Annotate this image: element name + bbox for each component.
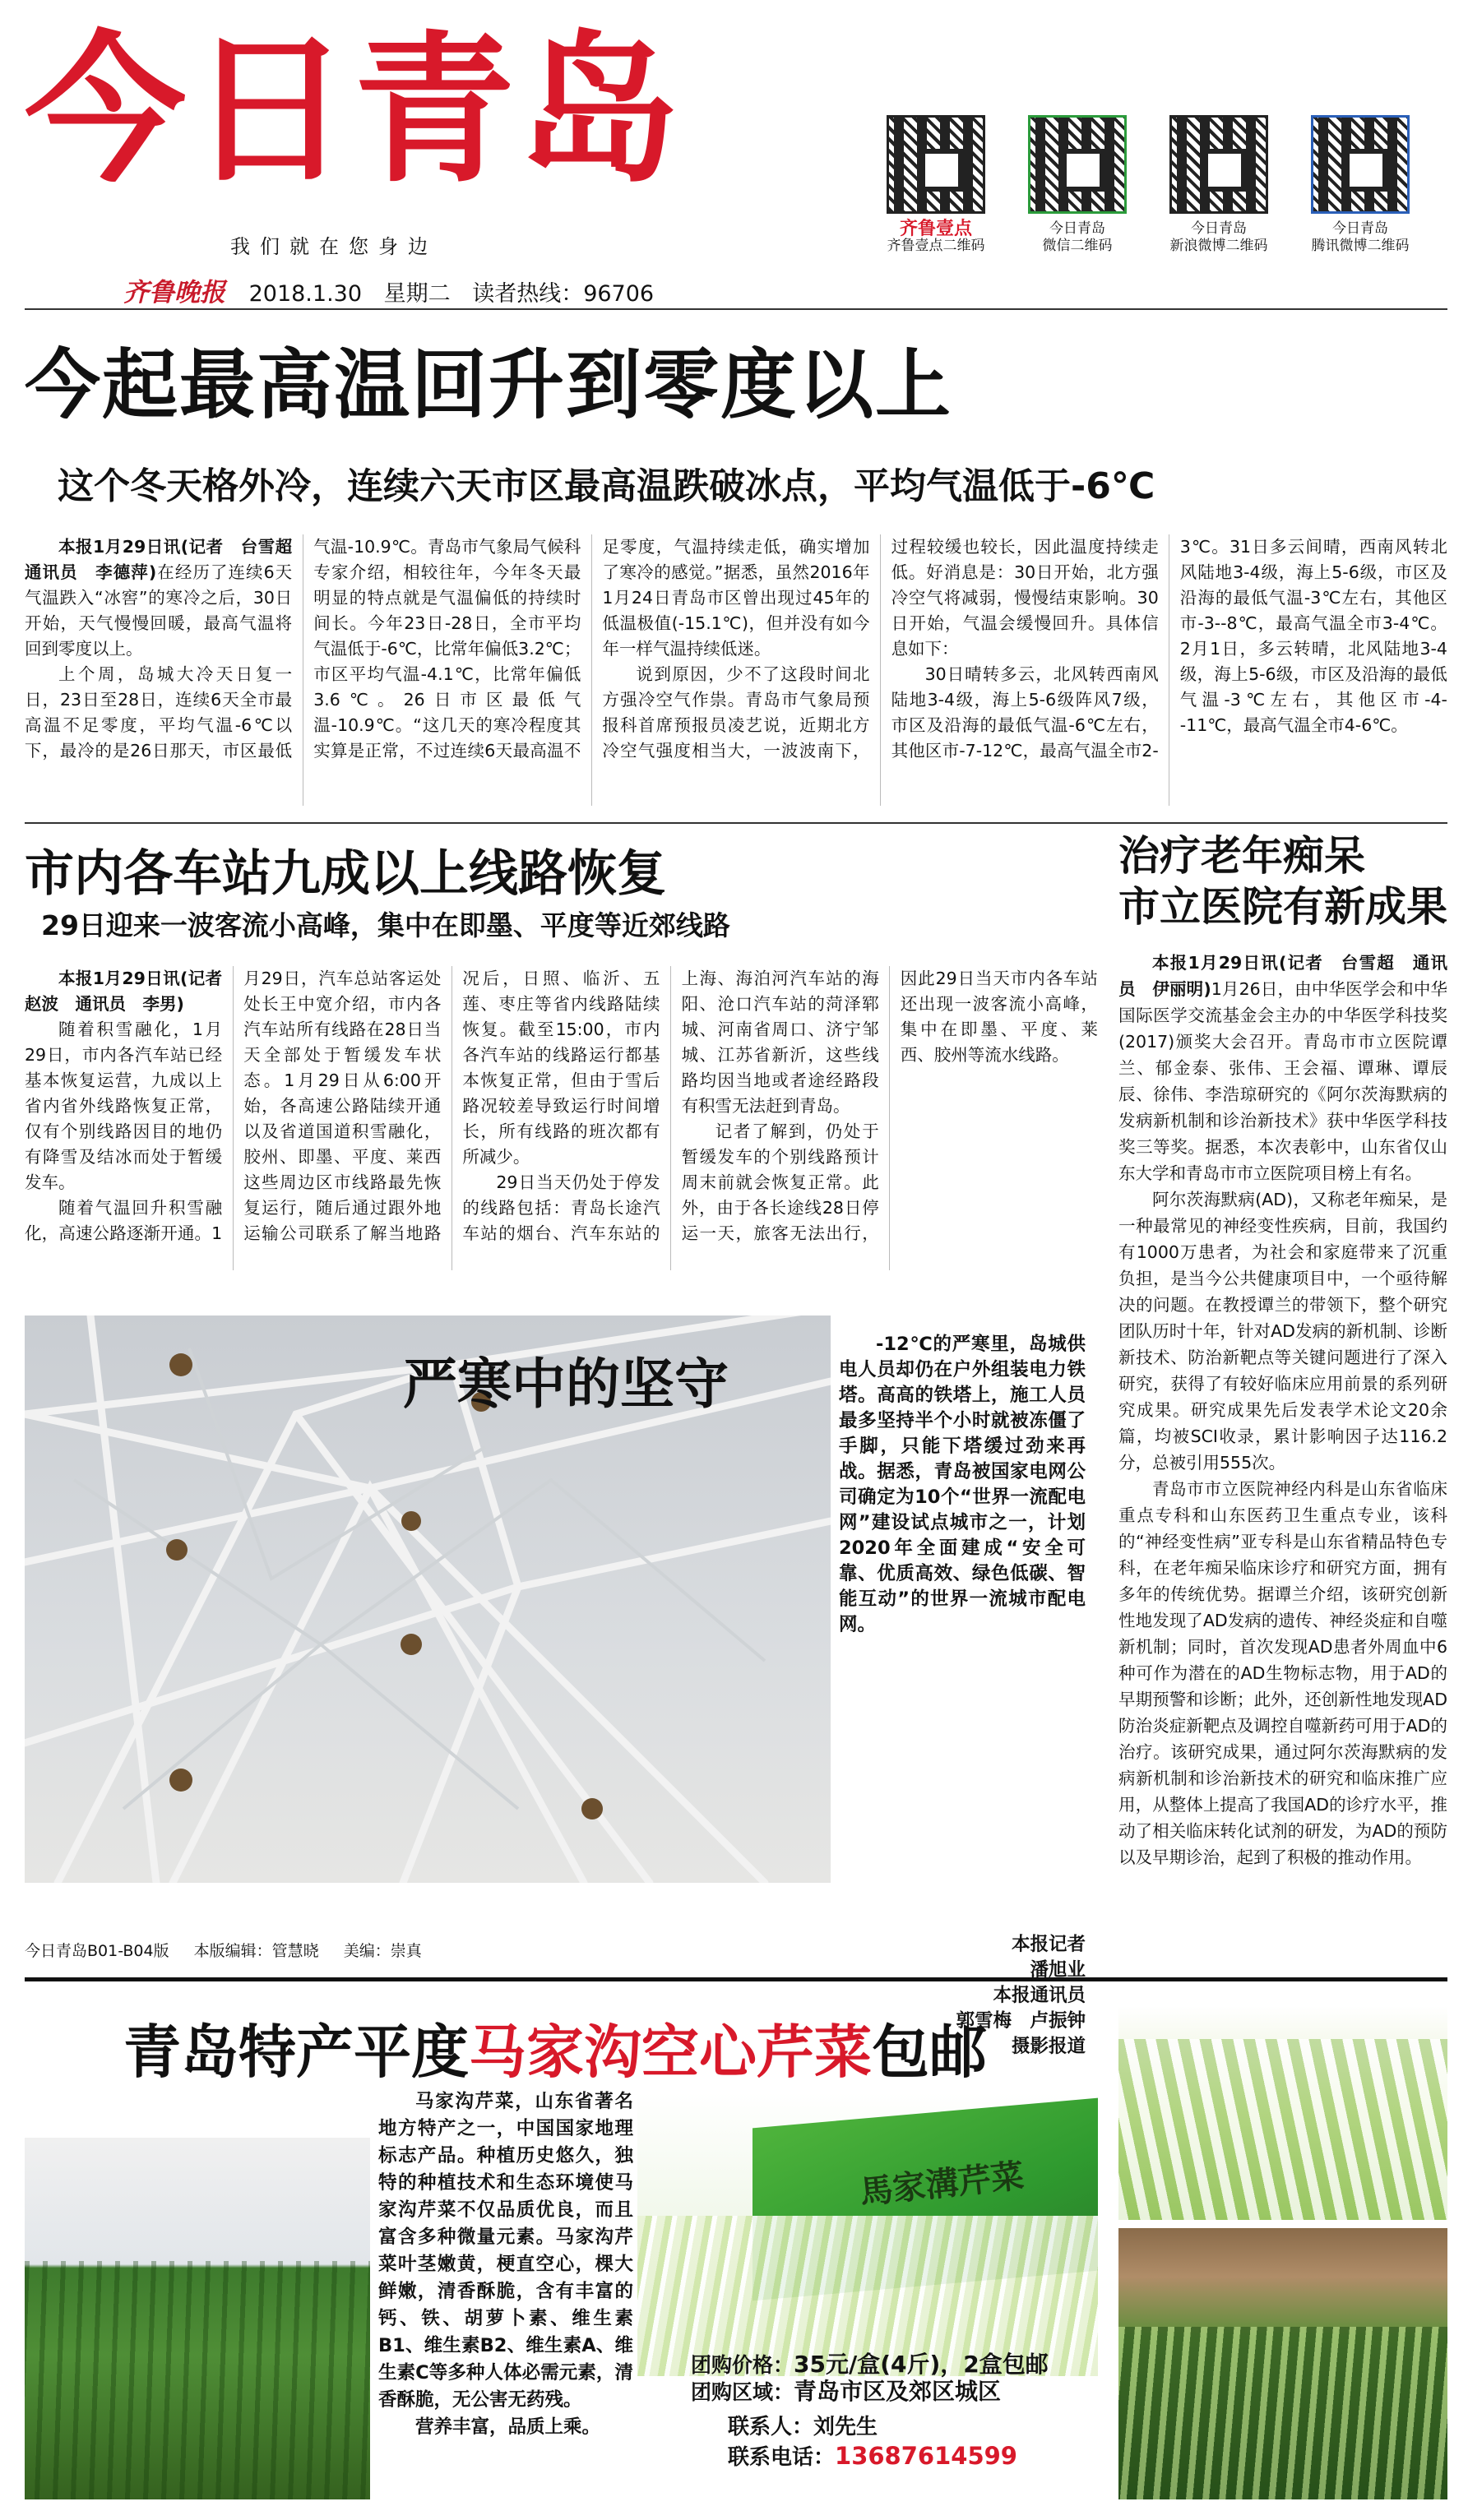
ad-body-text: 马家沟芹菜，山东省著名地方特产之一，中国国家地理标志产品。种植历史悠久，独特的种植技术和生态环境使马家沟芹菜不仅品质优良，而且富含多种微量元素。马家沟芹菜叶茎嫩黄，梗直空心，棵大鲜嫩，清香酥脆，含有丰富的钙、铁、胡萝卜素、维生素B1、维生素B2、维生素A、维生素C等多种人体必需元素，清香酥脆，无公害无药残。	[378, 2091, 633, 2411]
story1-paragraph: 说到原因，少不了这段时间北方强冷空气作祟。青岛市气象局预报科首席预报员凌艺说，近期北方冷空气强度相当大，一波波南下，过程较缓也较长，因此温度持续走低。好消息是：30日开始，北方强冷空气将减弱，慢慢结束影响。30日开始，气温会缓慢回升。具体信息如下：	[602, 537, 1159, 761]
newspaper-logo[interactable]: 今日青岛	[25, 17, 683, 205]
qr-qilu-yidian[interactable]	[882, 115, 990, 255]
divider	[25, 822, 1447, 824]
paper-name: 齐鲁晚报	[123, 278, 225, 307]
divider	[25, 308, 1447, 310]
ad-tagline: 营养丰富，品质上乘。	[415, 2416, 601, 2438]
photo-caption-text: -12℃的严寒里，岛城供电人员却仍在户外组装电力铁塔。高高的铁塔上，施工人员最多坚持半个小时就被冻僵了手脚，只能下塔缓过劲来再战。据悉，青岛被国家电网公司确定为10个“世界一流配电网”建设试点城市之一，计划2020年全面建成“安全可靠、优质高效、绿色低碳、智能互动”的世界一流城市配电网。	[839, 1334, 1086, 1635]
story2-paragraph: 随着气温回升积雪融化，高速公路逐渐开通。1月29日，汽车总站客运处处长王中宽介绍，市内各汽车站所有线路在28日当天全部处于暂缓发车状态。1月29日从6:00开始，各高速公路陆续开通以及省道国道积雪融化，胶州、即墨、平度、莱西这些周边区市线路最先恢复运行，随后通过跟外地运输公司联系了解当地路况后，日照、临沂、五莲、枣庄等省内线路陆续恢复。截至15:00，市内各汽车站的线路运行都基本恢复正常，但由于雪后路况较差导致运行时间增长，所有线路的班次都有所减少。	[25, 969, 660, 1243]
story2-byline: 本报1月29日讯(记者 赵波 通讯员 李男)	[25, 969, 239, 1014]
story2-body	[25, 966, 1098, 1270]
story1-subhead: 这个冬天格外冷，连续六天市区最高温跌破冰点，平均气温低于-6℃	[58, 465, 1155, 507]
qr-label: 今日青岛 微信二维码	[1042, 220, 1113, 254]
story1-paragraph: 本报1月29日讯(记者 台雪超 通讯员 李德萍)在经历了连续6天气温跌入“冰窖”的寒冷之后，30日开始，天气慢慢回暖，最高气温将回到零度以上。	[25, 537, 309, 659]
product-box-label: 馬家溝芹菜	[858, 2156, 1026, 2213]
story3-paragraph: 本报1月29日讯(记者 台雪超 通讯员 伊丽明)1月26日，由中华医学会和中华国际医学交流基金会主办的中华医学科技奖(2017)颁奖大会召开。青岛市市立医院谭兰、郁金泰、张伟、王会福、谭琳、谭辰辰、徐伟、李浩琼研究的《阿尔茨海默病的发病新机制和诊治新技术》获中华医学科技奖三等奖。据悉，本次表彰中，山东省仅山东大学和青岛市市立医院项目榜上有名。	[1118, 953, 1447, 1183]
story1-body	[25, 534, 1447, 806]
ad-divider	[25, 1977, 1447, 1981]
story2-paragraph: 29日当天仍处于停发的线路包括：青岛长途汽车站的烟台、汽车东站的上海、海泊河汽车站的海阳、沧口汽车站的菏泽郓城、河南省周口、济宁邹城、江苏省新沂，这些线路均因当地或者途经路段有积雪无法赶到青岛。	[462, 969, 879, 1243]
story1-byline: 本报1月29日讯(记者 台雪超 通讯员 李德萍)	[25, 537, 309, 582]
qr-code-row	[882, 115, 1415, 255]
qr-code-icon	[1311, 115, 1410, 214]
ad-body	[378, 2088, 633, 2441]
credit-line: 摄影报道	[1011, 2036, 1086, 2057]
story2-subhead: 29日迎来一波客流小高峰，集中在即墨、平度等近郊线路	[41, 909, 730, 941]
story2-paragraph: 随着积雪融化，1月29日，市内各汽车站已经基本恢复运营，九成以上省内省外线路恢复正常，仅有个别线路因目的地仍有降雪及结冰而处于暂缓发车。	[25, 1020, 223, 1192]
story2-paragraph	[25, 966, 239, 1017]
ad-price-info	[691, 2351, 1049, 2406]
qr-label: 齐鲁壹点二维码	[887, 238, 985, 254]
photo-caption	[839, 1332, 1086, 1638]
qr-label: 今日青岛 腾讯微博二维码	[1311, 220, 1410, 254]
qr-code-icon	[1028, 115, 1127, 214]
qr-tencent-weibo[interactable]	[1306, 115, 1415, 255]
issue-weekday: 星期二	[383, 281, 451, 307]
credit-line: 本报通讯员	[993, 1985, 1086, 2006]
dateline	[123, 271, 669, 308]
story3-paragraph: 青岛市市立医院神经内科是山东省临床重点专科和山东医药卫生重点专业，该科的“神经变性病”亚专科是山东省精品特色专科，在老年痴呆临床诊疗和研究方面，拥有多年的传统优势。据谭兰介绍，该研究创新性地发现了AD发病的遗传、神经炎症和自噬新机制；同时，首次发现AD患者外周血中6种可作为潜在的AD生物标志物，用于AD的早期预警和诊断；此外，还创新性地发现AD防治炎症新靶点及调控自噬新药可用于AD的治疗。该研究成果，通过阿尔茨海默病的发病新机制和诊治新技术的研究和临床推广应用，从整体上提高了我国AD的诊疗水平，推动了相关临床转化试剂的研发，为AD的预防以及早期诊治，起到了积极的推动作用。	[1118, 1479, 1447, 1867]
qr-wechat[interactable]	[1023, 115, 1132, 255]
story1-headline[interactable]: 今起最高温回升到零度以上	[25, 341, 953, 429]
ad-contact	[728, 2413, 1017, 2472]
story2-headline[interactable]: 市内各车站九成以上线路恢复	[25, 845, 666, 903]
credit-line: 潘旭业	[1030, 1959, 1086, 1981]
qr-sina-weibo[interactable]	[1165, 115, 1273, 255]
photo-title: 严寒中的坚守	[403, 1352, 729, 1416]
story1-paragraph: 上个周，岛城大冷天日复一日，23日至28日，连续6天全市最高温不足零度，平均气温-6℃以下，最冷的是26日那天，市区最低气温-10.9℃。青岛市气象局气候科专家介绍，相较往年，今年冬天最明显的特点就是气温偏低的持续时间长。今年23日-28日，全市平均气温低于-6℃，比常年偏低3.2℃；市区平均气温-4.1℃，比常年偏低3.6℃。26日市区最低气温-10.9℃。“这几天的寒冷程度其实算是正常，不过连续6天最高温不足零度，气温持续走低，确实增加了寒冷的感觉。”据悉，虽然2016年1月24日青岛市区曾出现过45年的低温极值(-15.1℃)，但并没有如今年一样气温持续低迷。	[25, 537, 870, 761]
qr-code-icon	[1169, 115, 1268, 214]
price-line: 团购价格：35元/盒(4斤)，2盒包邮	[691, 2351, 1049, 2378]
story3-body	[1118, 950, 1447, 1870]
issue-date: 2018.1.30	[248, 281, 363, 307]
page-footer	[25, 1939, 442, 1961]
story3-paragraph: 阿尔茨海默病(AD)，又称老年痴呆，是一种最常见的神经变性疾病，目前，我国约有1000万患者，为社会和家庭带来了沉重负担，是当今公共健康项目中，一个亟待解决的问题。在教授谭兰的带领下，整个研究团队历时十年，针对AD发病的新机制、诊断新技术、防治新靶点等关键问题进行了深入研究，获得了有较好临床应用前景的系列研究成果。研究成果先后发表学术论文20余篇，均被SCI收录，累计影响因子达116.2分，总被引用555次。	[1118, 1190, 1447, 1473]
story3-byline: 本报1月29日讯(记者 台雪超 通讯员 伊丽明)	[1118, 953, 1447, 999]
footer-pages: 今日青岛B01-B04版	[25, 1942, 169, 1960]
area-line: 团购区域：青岛市区及郊区城区	[691, 2378, 1002, 2405]
story3-headline[interactable]: 治疗老年痴呆 市立医院有新成果	[1118, 832, 1447, 931]
masthead	[25, 17, 1447, 307]
contact-phone[interactable]: 联系电话：13687614599	[728, 2442, 1017, 2470]
story2-paragraph: 记者了解到，仍处于暂缓发车的个别线路预计周末前就会恢复正常。此外，由于各长途线28日停运一天，旅客无法出行，因此29日当天市内各车站还出现一波客流小高峰，集中在即墨、平度、莱西、胶州等流水线路。	[681, 969, 1098, 1243]
qr-brand: 齐鲁壹点	[899, 219, 972, 239]
celery-field-photo	[25, 2138, 370, 2499]
credit-line: 本报记者	[1011, 1934, 1086, 1955]
reader-hotline: 读者热线：96706	[472, 281, 655, 307]
ad-title[interactable]: 青岛特产平度马家沟空心芹菜包邮	[123, 2018, 987, 2086]
celery-greenhouse-photo	[1118, 2228, 1447, 2499]
celery-box-photo	[637, 2092, 1098, 2376]
footer-editor: 本版编辑：管慧晓	[193, 1942, 319, 1960]
celery-bundle-photo	[1118, 2006, 1447, 2220]
contact-person: 联系人：刘先生	[728, 2415, 878, 2439]
footer-designer: 美编：崇真	[343, 1942, 422, 1960]
qr-code-icon	[887, 115, 985, 214]
story1-paragraph: 30日晴转多云，北风转西南风陆地3-4级，海上5-6级阵风7级，市区及沿海的最低气温-6℃左右，其他区市-7-12℃，最高气温全市2-3℃。31日多云间晴，西南风转北风陆地3-4级，海上5-6级，市区及沿海的最低气温-3℃左右，其他区市-3--8℃，最高气温全市3-4℃。2月1日，多云转晴，北风陆地3-4级，海上5-6级，市区及沿海的最低气温-3℃左右，其他区市-4--11℃，最高气温全市4-6℃。	[891, 537, 1447, 761]
qr-label: 今日青岛 新浪微博二维码	[1169, 220, 1268, 254]
slogan: 我们就在您身边	[230, 235, 438, 258]
credit-line: 郭雪梅 卢振钟	[956, 2010, 1086, 2032]
power-tower-photo[interactable]	[25, 1315, 831, 1883]
